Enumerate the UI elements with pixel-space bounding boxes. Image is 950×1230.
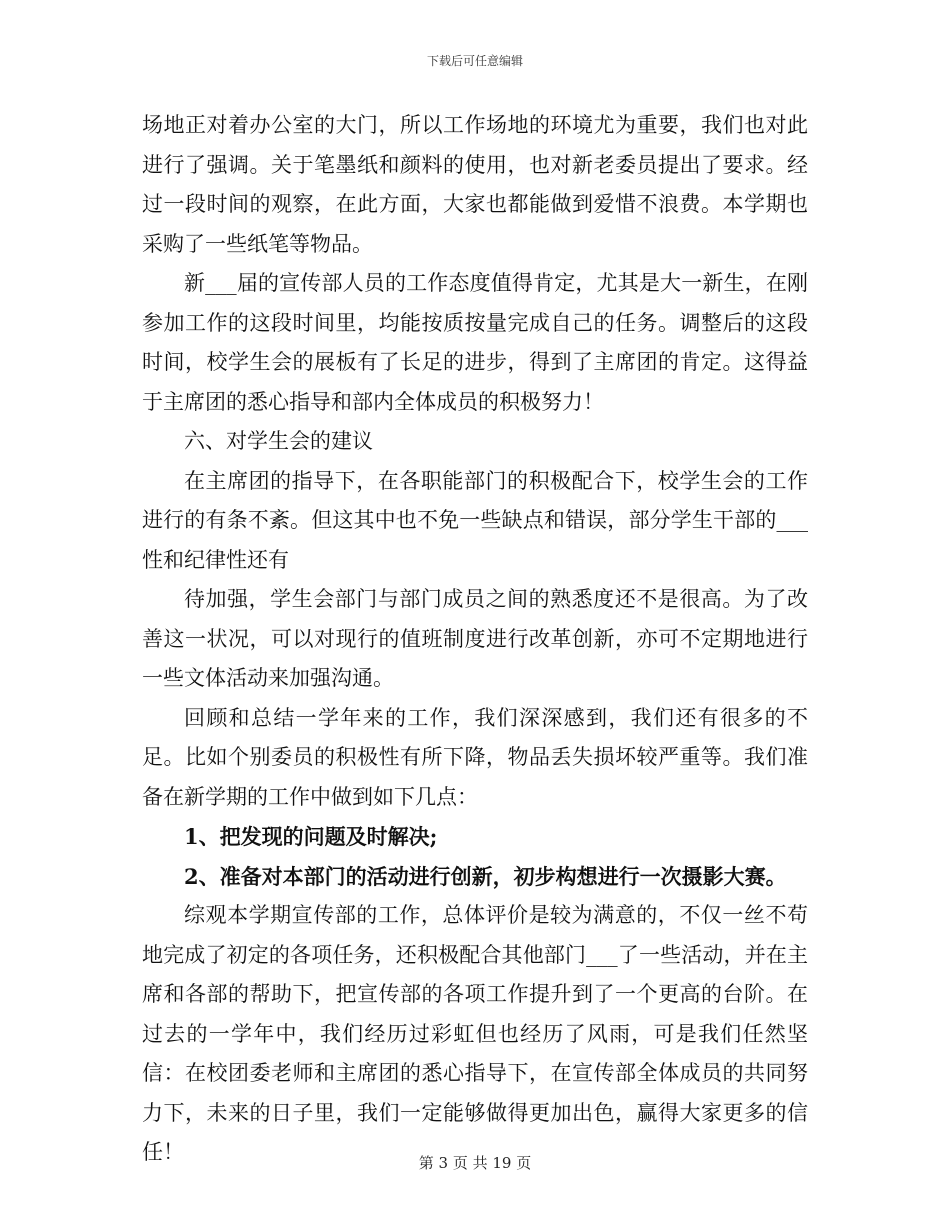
paragraph-workspace: 场地正对着办公室的大门，所以工作场地的环境尤为重要，我们也对此进行了强调。关于笔墨纸和颜料的使用，也对新老委员提出了要求。经过一段时间的观察，在此方面，大家也都能做到爱惜不浪费。本学期也采购了一些纸笔等物品。 [142, 113, 808, 256]
list-item-2: 2、准备对本部门的活动进行创新，初步构想进行一次摄影大赛。 [184, 863, 787, 889]
paragraph-review: 回顾和总结一学年来的工作，我们深深感到，我们还有很多的不足。比如个别委员的积极性有所下降，物品丢失损坏较严重等。我们准备在新学期的工作中做到如下几点： [142, 705, 808, 809]
document-body [142, 106, 808, 1173]
list-item-1: 1、把发现的问题及时解决; [184, 824, 438, 849]
page-number: 第 3 页 共 19 页 [418, 1154, 532, 1172]
paragraph-improvement: 待加强，学生会部门与部门成员之间的熟悉度还不是很高。为了改善这一状况，可以对现行的值班制度进行改革创新，亦可不定期地进行一些文体活动来加强沟通。 [142, 587, 808, 690]
paragraph-suggestions: 在主席团的指导下，在各职能部门的积极配合下，校学生会的工作进行的有条不紊。但这其中也不免一些缺点和错误，部分学生干部的___性和纪律性还有 [142, 468, 808, 572]
section-heading-suggestions: 六、对学生会的建议 [184, 429, 373, 453]
header-note: 下载后可任意编辑 [426, 54, 523, 68]
paragraph-conclusion: 综观本学期宣传部的工作，总体评价是较为满意的，不仅一丝不苟地完成了初定的各项任务，还积极配合其他部门___了一些活动，并在主席和各部的帮助下，把宣传部的各项工作提升到了一个更高的台阶。在过去的一学年中，我们经历过彩虹但也经历了风雨，可是我们任然坚信：在校团委老师和主席团的悉心指导下，在宣传部全体成员的共同努力下，未来的日子里，我们一定能够做得更加出色，赢得大家更多的信任！ [142, 903, 808, 1164]
paragraph-staff-attitude: 新___届的宣传部人员的工作态度值得肯定，尤其是大一新生，在刚参加工作的这段时间里，均能按质按量完成自己的任务。调整后的这段时间，校学生会的展板有了长足的进步，得到了主席团的肯定。这得益于主席团的悉心指导和部内全体成员的积极努力！ [142, 271, 808, 414]
